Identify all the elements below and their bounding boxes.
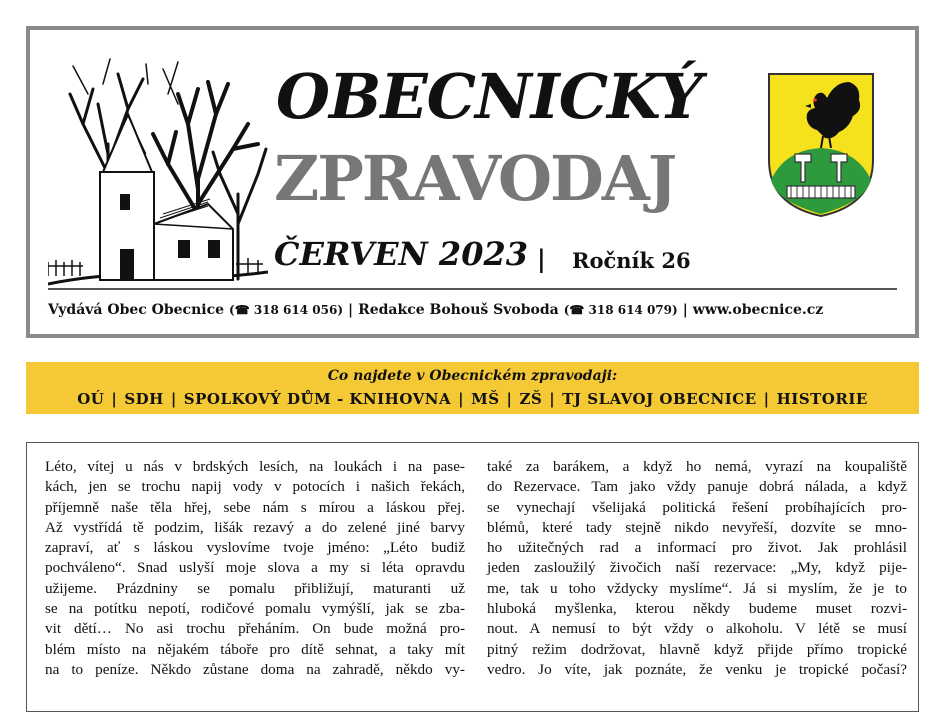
contact-separator: |	[682, 302, 688, 318]
article-line: blém místo na nějakém táboře pro dítě sehnat, a taky mít	[45, 640, 465, 658]
issue-separator: |	[537, 244, 546, 273]
article-line: vedro. Jo víte, jak poznáte, že venku je tropické počasí?	[487, 660, 907, 678]
banner-title: Co najdete v Obecnickém zpravodaji:	[327, 368, 618, 384]
article-line: Až vystřídá tě podzim, lišák rezavý a do zelené jiné barvy	[45, 518, 465, 536]
banner-item[interactable]: TJ SLAVOJ OBECNICE	[562, 390, 757, 408]
masthead	[26, 26, 919, 338]
contents-banner	[26, 362, 919, 414]
banner-item[interactable]: HISTORIE	[776, 390, 868, 408]
article-line: se vynechají všelijaká politická řešení probíhajících pro-	[487, 498, 907, 516]
article-line: se na potítku nepotí, rodičové pomalu vymýšlí, jak se zba-	[45, 600, 465, 618]
article-line: na to peníze. Někdo zůstane doma na zahradě, někdo vy-	[45, 660, 465, 678]
masthead-title-line1: OBECNICKÝ	[276, 60, 702, 133]
volume-number: Ročník 26	[572, 248, 691, 273]
banner-item[interactable]: SPOLKOVÝ DŮM - KNIHOVNA	[183, 390, 452, 408]
contact-line	[48, 302, 897, 318]
issue-date: ČERVEN 2023	[274, 235, 528, 273]
publisher-phone: (☎ 318 614 056)	[229, 303, 343, 317]
article-line: jeden zasloužilý živočich naší rezervace: „My, když pije-	[487, 559, 907, 577]
banner-item[interactable]: OÚ	[77, 390, 105, 408]
article-line: nout. A nemusí to být vždy o alkoholu. V létě se musí	[487, 620, 907, 638]
article-column-2	[487, 457, 907, 680]
article-line: ho užitečných rad a informací pro život. Jak prohlásil	[487, 539, 907, 557]
article-column-1	[45, 457, 465, 680]
contact-separator: |	[348, 302, 354, 318]
banner-item[interactable]: MŠ	[471, 390, 500, 408]
masthead-title-line2: ZPRAVODAJ	[274, 142, 676, 215]
article-box	[26, 442, 919, 712]
article-line: me, tak u toho vždycky myslíme“. Já si myslím, že je to	[487, 579, 907, 597]
article-line: blémů, které tady stejně nikdo nevyřeší, dozvíte se mno-	[487, 518, 907, 536]
banner-item[interactable]: SDH	[124, 390, 164, 408]
publisher-text: Vydává Obec Obecnice	[48, 302, 225, 318]
editor-phone: (☎ 318 614 079)	[563, 303, 678, 317]
article-line: kách, jen se trochu napij vody v potocích i našich řekách,	[45, 478, 465, 496]
editor-text: Redakce Bohouš Svoboda	[358, 302, 559, 318]
website-link[interactable]: www.obecnice.cz	[692, 302, 824, 318]
article-line: zapraví, ať s láskou vyslovíme tvoje jméno: „Léto budiž	[45, 539, 465, 557]
article-line: také za barákem, a když ho nemá, vyrazí na koupaliště	[487, 458, 907, 475]
article-line: pitný režim dodržovat, hlavně když přijde přímo tropické	[487, 640, 907, 658]
church-illustration	[48, 54, 268, 294]
article-line: užijeme. Prázdniny se pomalu přibližují, maturanti už	[45, 579, 465, 597]
article-line: příjemně naše těla hřej, sebe nám s mírou a láskou přej.	[45, 498, 465, 516]
article-line: vit dětí… No asi trochu přeháním. On bude možná pro-	[45, 620, 465, 638]
coat-of-arms-icon	[765, 70, 877, 220]
banner-item[interactable]: ZŠ	[519, 390, 543, 408]
article-line: Léto, vítej u nás v brdských lesích, na loukách i na pase-	[45, 458, 465, 475]
banner-items: OÚ | SDH | SPOLKOVÝ DŮM - KNIHOVNA | MŠ | ZŠ | TJ SLAVOJ OBECNICE | HISTORIE	[77, 390, 868, 408]
article-line: pochváleno“. Snad uslyší moje slova a my si léta opravdu	[45, 559, 465, 577]
masthead-divider	[48, 288, 897, 290]
article-line: do Rezervace. Tam jako vždy panuje dobrá nálada, a když	[487, 478, 907, 496]
article-line: hluboká myšlenka, kterou někdy budeme muset rozvi-	[487, 600, 907, 618]
